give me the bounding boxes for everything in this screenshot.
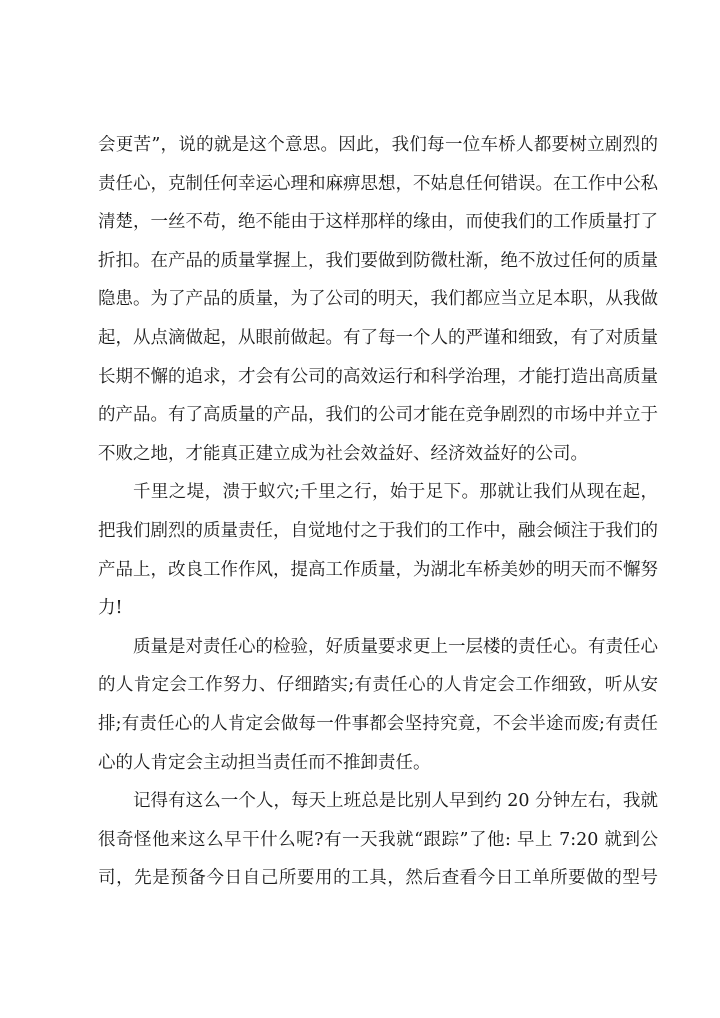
text-line: 力!	[98, 598, 123, 619]
text-line: 会更苦”，说的就是这个意思。因此，我们每一位车桥人都要树立剧烈的	[98, 135, 658, 155]
text-line: 千里之堤，溃于蚁穴;千里之行，始于足下。那就让我们从现在起，	[133, 482, 658, 503]
text-line: 记得有这么一个人，每天上班总是比别人早到约 20 分钟左右，我就	[133, 791, 658, 812]
text-line: 质量是对责任心的检验，好质量要求更上一层楼的责任心。有责任心	[133, 636, 658, 657]
text-line: 心的人肯定会主动担当责任而不推卸责任。	[98, 752, 431, 773]
text-line: 起，从点滴做起，从眼前做起。有了每一个人的严谨和细致，有了对质量	[98, 327, 658, 348]
text-line: 清楚，一丝不苟，绝不能由于这样那样的缘由，而使我们的工作质量打了	[98, 212, 658, 233]
text-line: 不败之地，才能真正建立成为社会效益好、经济效益好的公司。	[98, 443, 588, 464]
text-line: 的产品。有了高质量的产品，我们的公司才能在竞争剧烈的市场中并立于	[98, 405, 658, 426]
text-line: 折扣。在产品的质量掌握上，我们要做到防微杜渐，绝不放过任何的质量	[98, 250, 658, 271]
text-line: 隐患。为了产品的质量，为了公司的明天，我们都应当立足本职，从我做	[98, 289, 658, 310]
text-line: 司，先是预备今日自己所要用的工具，然后查看今日工单所要做的型号	[98, 868, 658, 889]
text-line: 的人肯定会工作努力、仔细踏实;有责任心的人肯定会工作细致，听从安	[98, 675, 658, 696]
text-line: 长期不懈的追求，才会有公司的高效运行和科学治理，才能打造出高质量	[98, 366, 658, 387]
body-text	[98, 126, 658, 898]
text-line: 产品上，改良工作作风，提高工作质量，为湖北车桥美妙的明天而不懈努	[98, 559, 658, 580]
text-line: 把我们剧烈的质量责任，自觉地付之于我们的工作中，融会倾注于我们的	[98, 520, 658, 541]
text-line: 责任心，克制任何幸运心理和麻痹思想，不姑息任何错误。在工作中公私	[98, 173, 658, 194]
text-line: 排;有责任心的人肯定会做每一件事都会坚持究竟，不会半途而废;有责任	[98, 713, 658, 734]
text-line: 很奇怪他来这么早干什么呢?有一天我就“跟踪”了他: 早上 7:20 就到公	[98, 829, 658, 850]
